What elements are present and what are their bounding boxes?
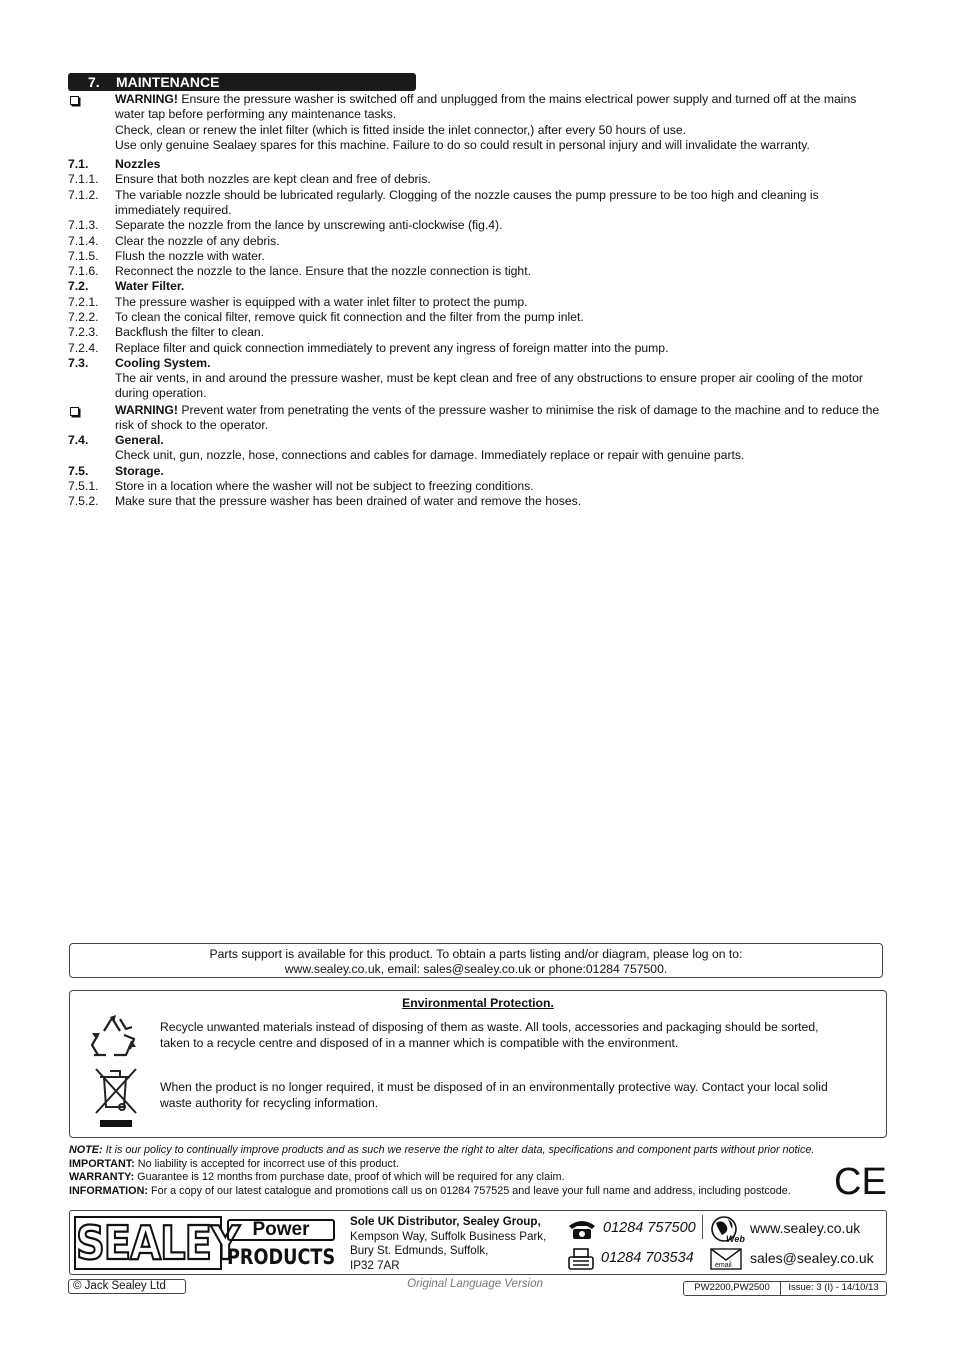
web-globe-icon [710, 1215, 748, 1243]
svg-text:CE: CE [834, 1161, 887, 1203]
item-number: 7.3. [68, 355, 89, 370]
list-item [68, 264, 880, 279]
environment-title: Environmental Protection. [402, 996, 554, 1010]
item-number: 7.1.2. [68, 187, 99, 202]
model-number: PW2200,PW2500 [684, 1282, 781, 1295]
website-link[interactable]: www.sealey.co.uk [750, 1220, 861, 1236]
parts-support-box [69, 943, 883, 978]
list-item [68, 371, 880, 402]
list-item [68, 234, 880, 249]
section-number: 7. [88, 74, 100, 90]
item-text: The air vents, in and around the pressure washer, must be kept clean and free of any obstructions to ensure proper air cooling of the motor during operation. [115, 371, 863, 401]
item-text: Replace filter and quick connection immediately to prevent any ingress of foreign matter into the pump. [115, 340, 669, 355]
item-text: Nozzles [115, 157, 161, 171]
item-number: 7.2.4. [68, 340, 99, 355]
warning-block [68, 92, 880, 153]
warning-block-2 [68, 403, 880, 434]
item-number: 7.2.2. [68, 310, 99, 324]
list-item [68, 295, 880, 310]
list-item [68, 325, 880, 340]
copyright-box [68, 1279, 186, 1294]
recycle-icon [86, 1011, 142, 1063]
issue-box [683, 1281, 887, 1296]
item-text: Ensure that both nozzles are kept clean and free of debris. [115, 172, 431, 187]
note-text: It is our policy to continually improve products and as such we reserve the right to alter data, specifications and component parts without prior notice. [102, 1144, 815, 1156]
parts-support-line-1: Parts support is available for this product. To obtain a parts listing and/or diagram, please log on to: [209, 947, 743, 961]
distributor-name: Sole UK Distributor, Sealey Group, [350, 1215, 541, 1228]
list-item [68, 279, 880, 294]
list-item [68, 218, 880, 233]
list-item [68, 479, 880, 494]
warning-line-2: Check, clean or renew the inlet filter (which is fitted inside the inlet connector,) after every 50 hours of use. [115, 122, 687, 137]
item-text: Backflush the filter to clean. [115, 325, 265, 340]
telephone-icon [567, 1218, 597, 1240]
item-number: 7.1.6. [68, 264, 99, 279]
phone-number[interactable]: 01284 757500 [603, 1220, 696, 1236]
ce-mark-icon [834, 1161, 887, 1203]
item-number: 7.4. [68, 433, 89, 447]
section-title: MAINTENANCE [116, 74, 220, 90]
fax-icon [567, 1247, 595, 1271]
list-item [68, 310, 880, 325]
sealey-logo: SEALEY [76, 1217, 239, 1271]
list-item [68, 188, 880, 219]
list-item [68, 448, 880, 463]
item-text: Flush the nozzle with water. [115, 248, 265, 263]
warning-text: Prevent water from penetrating the vents of the pressure washer to minimise the risk of damage to the machine and to reduce the risk of shock to the operator. [115, 403, 880, 433]
list-item [68, 341, 880, 356]
email-link[interactable]: sales@sealey.co.uk [750, 1250, 874, 1266]
disposal-text: When the product is no longer required, it must be disposed of in an environmentally protective way. Contact your local solid waste authority for recycling information. [160, 1080, 828, 1110]
item-text: Check unit, gun, nozzle, hose, connections and cables for damage. Immediately replace or repair with genuine parts. [115, 448, 745, 463]
item-text: Store in a location where the washer will not be subject to freezing conditions. [115, 478, 534, 493]
email-envelope-icon [710, 1248, 742, 1270]
notes-block [69, 1144, 849, 1198]
important-text: No liability is accepted for incorrect use of this product. [134, 1157, 399, 1170]
warranty-label: WARRANTY: [69, 1171, 135, 1183]
item-number: 7.2.3. [68, 325, 99, 340]
item-text: Water Filter. [115, 279, 185, 294]
item-text: Separate the nozzle from the lance by unscrewing anti-clockwise (fig.4). [115, 218, 503, 233]
address-line-2: Bury St. Edmunds, Suffolk, [350, 1244, 489, 1257]
list-item [68, 249, 880, 264]
warning-label: WARNING! [115, 92, 178, 106]
item-text: The pressure washer is equipped with a water inlet filter to protect the pump. [115, 294, 528, 309]
parts-support-line-2: www.sealey.co.uk, email: sales@sealey.co.uk or phone:01284 757500. [284, 962, 668, 976]
copyright-text: © Jack Sealey Ltd [73, 1280, 166, 1292]
item-text: Reconnect the nozzle to the lance. Ensure that the nozzle connection is tight. [115, 264, 531, 279]
item-number: 7.5.2. [68, 494, 99, 509]
item-text: To clean the conical filter, remove quick fit connection and the filter from the pump inlet. [115, 310, 584, 324]
svg-text:email: email [715, 1262, 732, 1269]
warning-text: Ensure the pressure washer is switched off and unplugged from the mains electrical power supply and turned off at the mains water tap before performing any maintenance tasks. [115, 92, 857, 122]
item-text: Storage. [115, 463, 164, 478]
note-label: NOTE: [69, 1144, 103, 1156]
environment-box [69, 990, 887, 1138]
warning-label: WARNING! [115, 403, 178, 417]
address-line-1: Kempson Way, Suffolk Business Park, [350, 1229, 547, 1243]
warranty-text: Guarantee is 12 months from purchase date, proof of which will be required for any claim. [134, 1171, 565, 1183]
list-item [68, 464, 880, 479]
section-header [68, 73, 416, 91]
divider [702, 1215, 703, 1239]
list-item [68, 157, 880, 172]
warning-line-3: Use only genuine Sealaey spares for this machine. Failure to do so could result in personal injury and will invalidate the warranty. [115, 137, 810, 152]
item-number: 7.2. [68, 279, 89, 294]
recycle-text: Recycle unwanted materials instead of disposing of them as waste. All tools, accessories and packaging should be sorted, taken to a recycle centre and disposed of in a manner which is compatible with the environment. [160, 1020, 819, 1050]
weee-bin-icon [92, 1067, 140, 1129]
information-text: For a copy of our latest catalogue and promotions call us on 01284 757525 and leave your full name and address, including postcode. [147, 1184, 791, 1197]
distributor-address [350, 1215, 546, 1273]
footer-contact-box [69, 1210, 887, 1275]
item-text: Make sure that the pressure washer has been drained of water and remove the hoses. [115, 494, 582, 509]
language-version: Original Language Version [407, 1278, 543, 1290]
list-item [68, 433, 880, 448]
item-number: 7.1.1. [68, 172, 99, 187]
information-label: INFORMATION: [69, 1184, 148, 1197]
important-label: IMPORTANT: [69, 1157, 135, 1170]
power-logo: Power [227, 1219, 335, 1241]
products-logo: PRODUCTS [227, 1245, 336, 1269]
item-text: The variable nozzle should be lubricated regularly. Clogging of the nozzle causes the pump pressure to be too high and cleaning is immediately required. [115, 187, 819, 217]
svg-text:Web: Web [726, 1234, 745, 1244]
list-item [68, 356, 880, 371]
item-text: Cooling System. [115, 355, 211, 370]
address-line-3: IP32 7AR [350, 1258, 400, 1272]
item-number: 7.1. [68, 157, 89, 171]
item-text: General. [115, 433, 164, 447]
item-number: 7.1.5. [68, 248, 99, 263]
list-item [68, 172, 880, 187]
checkbox-icon [68, 92, 79, 109]
item-number: 7.1.4. [68, 233, 99, 248]
item-text: Clear the nozzle of any debris. [115, 233, 280, 248]
checkbox-icon [68, 403, 79, 420]
item-number: 7.5. [68, 463, 89, 478]
fax-number[interactable]: 01284 703534 [601, 1250, 694, 1266]
item-number: 7.1.3. [68, 218, 99, 233]
item-number: 7.2.1. [68, 294, 99, 309]
item-number: 7.5.1. [68, 478, 99, 493]
issue-number: Issue: 3 (I) - 14/10/13 [788, 1282, 879, 1293]
list-item [68, 494, 880, 509]
